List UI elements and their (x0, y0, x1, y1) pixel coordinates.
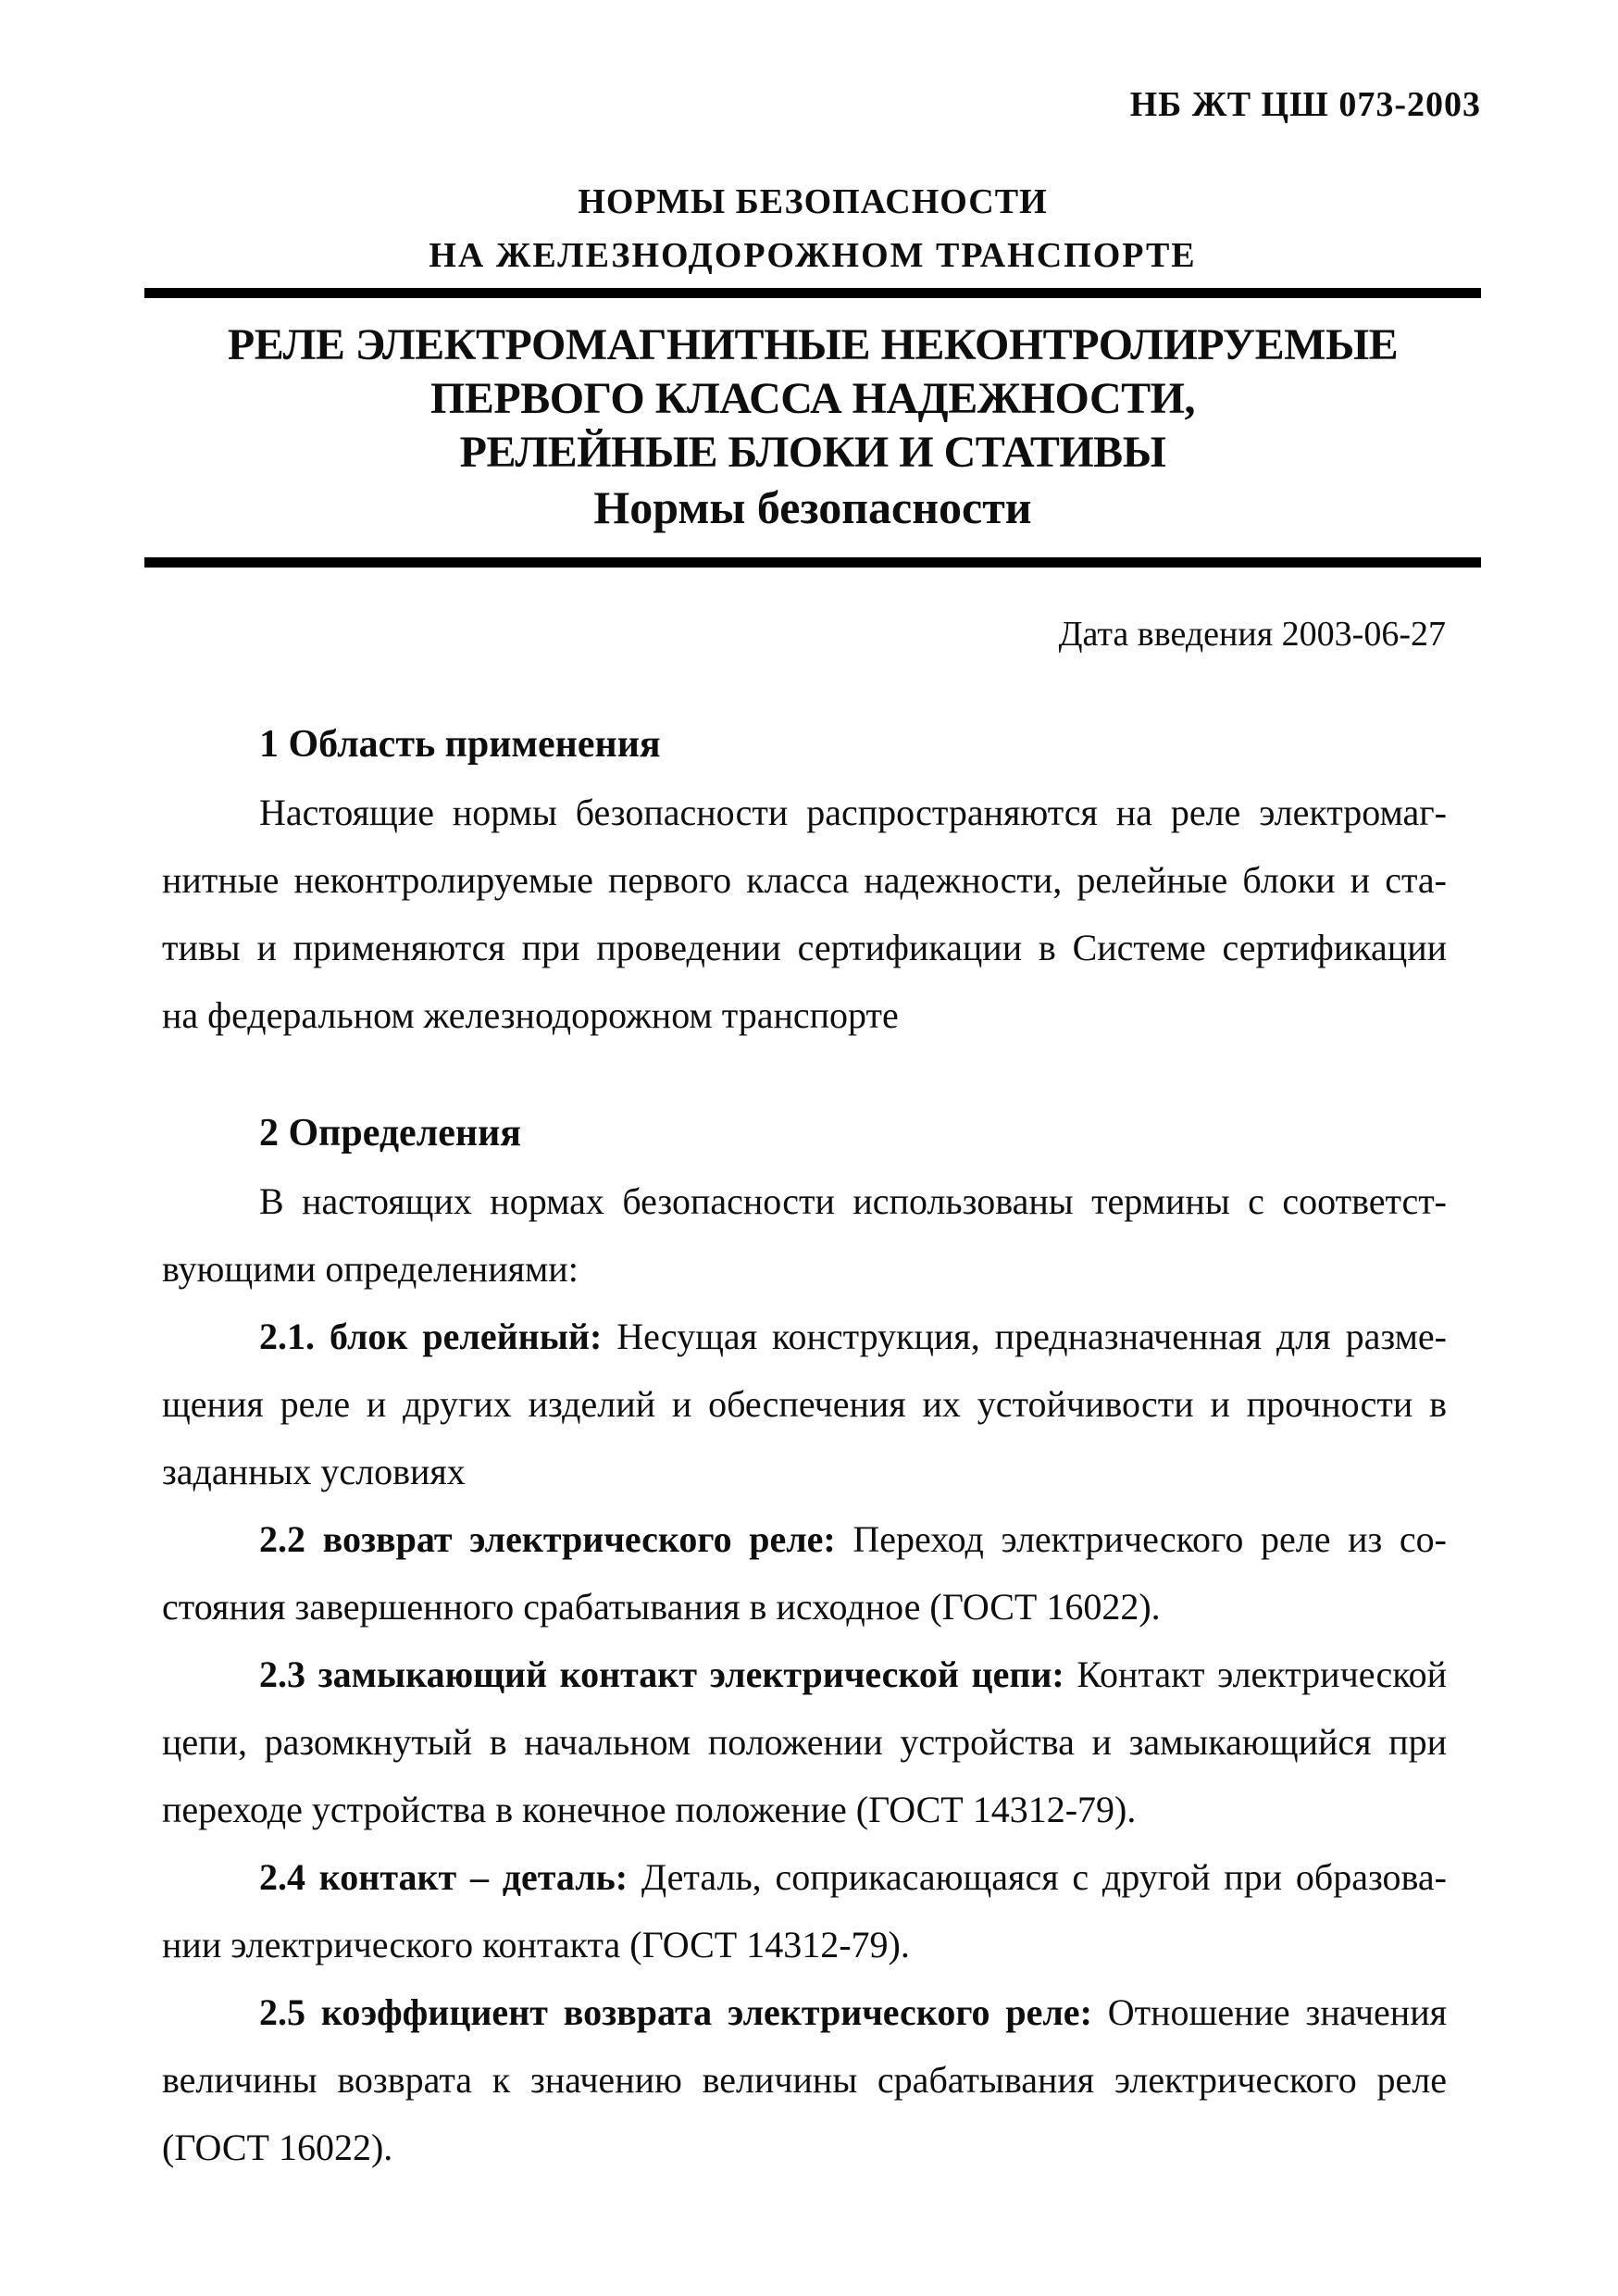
definition-item-2-1 (162, 1303, 1447, 1370)
definition-term: 2.1. блок релейный: (259, 1316, 603, 1357)
paragraph-line: цепи, разомкнутый в начальном положении устройства и замыкающийся при (162, 1721, 1447, 1763)
paragraph-line: величины возврата к значению величины срабатывания электрического реле (162, 2059, 1447, 2101)
paragraph-line: щения реле и других изделий и обеспечения их устойчивости и прочности в (162, 1383, 1447, 1425)
section-2-heading: 2 Определения (259, 1112, 522, 1154)
header-line-2: НА ЖЕЛЕЗНОДОРОЖНОМ ТРАНСПОРТЕ (429, 236, 1197, 275)
horizontal-rule-top (144, 288, 1481, 298)
definition-text: Деталь, соприкасающаяся с другой при образова- (628, 1856, 1447, 1898)
title-line-2: ПЕРВОГО КЛАССА НАДЕЖНОСТИ, (430, 374, 1195, 423)
paragraph-line: нии электрического контакта (ГОСТ 14312-79). (162, 1924, 910, 1965)
effective-date: Дата введения 2003-06-27 (1058, 615, 1446, 654)
title-line-3: РЕЛЕЙНЫЕ БЛОКИ И СТАТИВЫ (459, 428, 1166, 477)
header-line-1: НОРМЫ БЕЗОПАСНОСТИ (578, 182, 1048, 221)
doc-number: НБ ЖТ ЦШ 073-2003 (1129, 85, 1481, 124)
paragraph-line: на федеральном железнодорожном транспорте (162, 994, 899, 1036)
paragraph-line: стояния завершенного срабатывания в исходное (ГОСТ 16022). (162, 1586, 1161, 1628)
section-1-heading: 1 Область применения (259, 723, 661, 766)
document-title (144, 318, 1481, 533)
definition-term: 2.3 замыкающий контакт электрической цепи: (259, 1653, 1064, 1695)
horizontal-rule-bottom (144, 557, 1481, 568)
paragraph-line: нитные неконтролируемые первого класса надежности, релейные блоки и ста- (162, 859, 1447, 901)
definition-item-2-3 (162, 1641, 1447, 1708)
paragraph-line: переходе устройства в конечное положение (ГОСТ 14312-79). (162, 1789, 1137, 1830)
document-header (144, 181, 1481, 276)
paragraph-line: тивы и применяются при проведении сертификации в Системе сертификации (162, 927, 1447, 968)
title-subtitle: Нормы безопасности (593, 481, 1032, 533)
definition-text: Переход электрического реле из со- (835, 1518, 1447, 1560)
definition-term: 2.2 возврат электрического реле: (259, 1518, 836, 1560)
definition-term: 2.5 коэффициент возврата электрического реле: (259, 1991, 1092, 2033)
title-line-1: РЕЛЕ ЭЛЕКТРОМАГНИТНЫЕ НЕКОНТРОЛИРУЕМЫЕ (227, 320, 1399, 369)
definition-term: 2.4 контакт – деталь: (259, 1856, 629, 1898)
definition-item-2-5 (162, 1978, 1447, 2046)
definition-item-2-2 (162, 1505, 1447, 1573)
definition-text: Несущая конструкция, предназначенная для разме- (602, 1316, 1448, 1357)
document-body (162, 721, 1447, 2181)
definition-text: Контакт электрической (1064, 1653, 1448, 1695)
definition-item-2-4 (162, 1843, 1447, 1911)
paragraph-line: В настоящих нормах безопасности использованы термины с соответст- (259, 1180, 1447, 1222)
section-2-body (162, 1167, 1447, 2181)
paragraph-line: вующими определениями: (162, 1248, 579, 1290)
paragraph-line: заданных условиях (162, 1451, 466, 1492)
paragraph-line: Настоящие нормы безопасности распространяются на реле электромаг- (259, 792, 1447, 833)
section-1-paragraph (162, 779, 1447, 1049)
definition-text: Отношение значения (1091, 1991, 1447, 2033)
paragraph-line: (ГОСТ 16022). (162, 2127, 393, 2168)
